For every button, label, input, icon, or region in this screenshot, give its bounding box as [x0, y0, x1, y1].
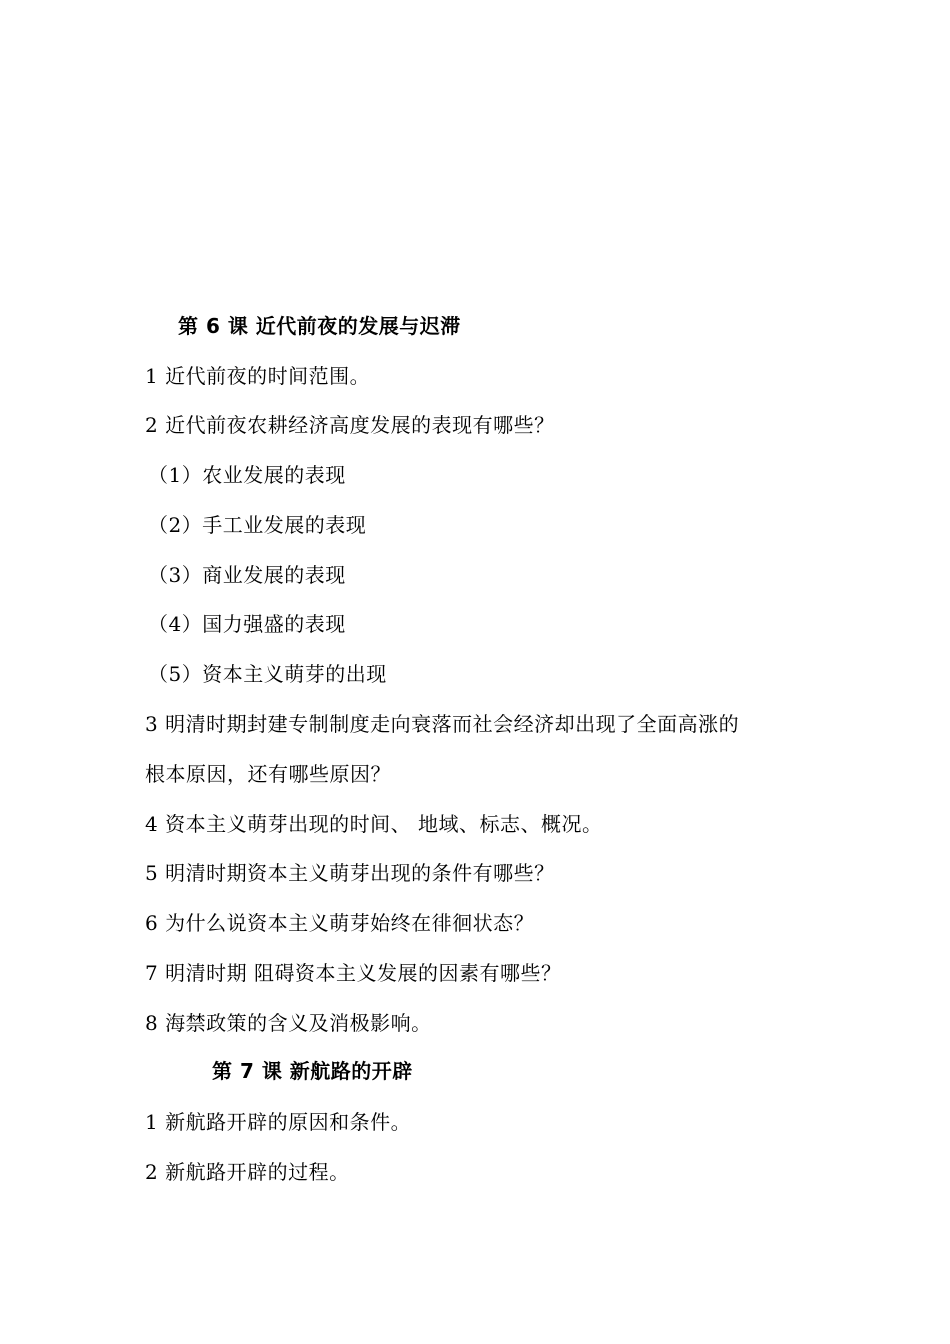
lesson-6-subitem-5: （5）资本主义萌芽的出现 [148, 662, 387, 686]
lesson-7-item-1: 1 新航路开辟的原因和条件。 [145, 1110, 412, 1134]
lesson-6-subitem-3: （3）商业发展的表现 [148, 563, 346, 587]
lesson-7-title: 第 7 课 新航路的开辟 [212, 1059, 413, 1083]
lesson-6-item-3-line-1: 3 明清时期封建专制制度走向衰落而社会经济却出现了全面高涨的 [145, 712, 740, 736]
lesson-6-subitem-4: （4）国力强盛的表现 [148, 612, 346, 636]
lesson-6-item-7: 7 明清时期 阻碍资本主义发展的因素有哪些？ [145, 961, 562, 985]
lesson-6-item-2: 2 近代前夜农耕经济高度发展的表现有哪些？ [145, 413, 555, 437]
lesson-6-item-8: 8 海禁政策的含义及消极影响。 [145, 1011, 432, 1035]
lesson-6-item-6: 6 为什么说资本主义萌芽始终在徘徊状态？ [145, 911, 535, 935]
lesson-7-item-2: 2 新航路开辟的过程。 [145, 1160, 350, 1184]
lesson-6-title: 第 6 课 近代前夜的发展与迟滞 [178, 314, 461, 338]
lesson-6-item-3-line-2: 根本原因，还有哪些原因？ [145, 762, 391, 786]
lesson-6-subitem-2: （2）手工业发展的表现 [148, 513, 367, 537]
lesson-6-item-1: 1 近代前夜的时间范围。 [145, 364, 371, 388]
lesson-6-item-5: 5 明清时期资本主义萌芽出现的条件有哪些？ [145, 861, 555, 885]
lesson-6-item-4: 4 资本主义萌芽出现的时间、 地域、标志、概况。 [145, 812, 603, 836]
lesson-6-subitem-1: （1）农业发展的表现 [148, 463, 346, 487]
